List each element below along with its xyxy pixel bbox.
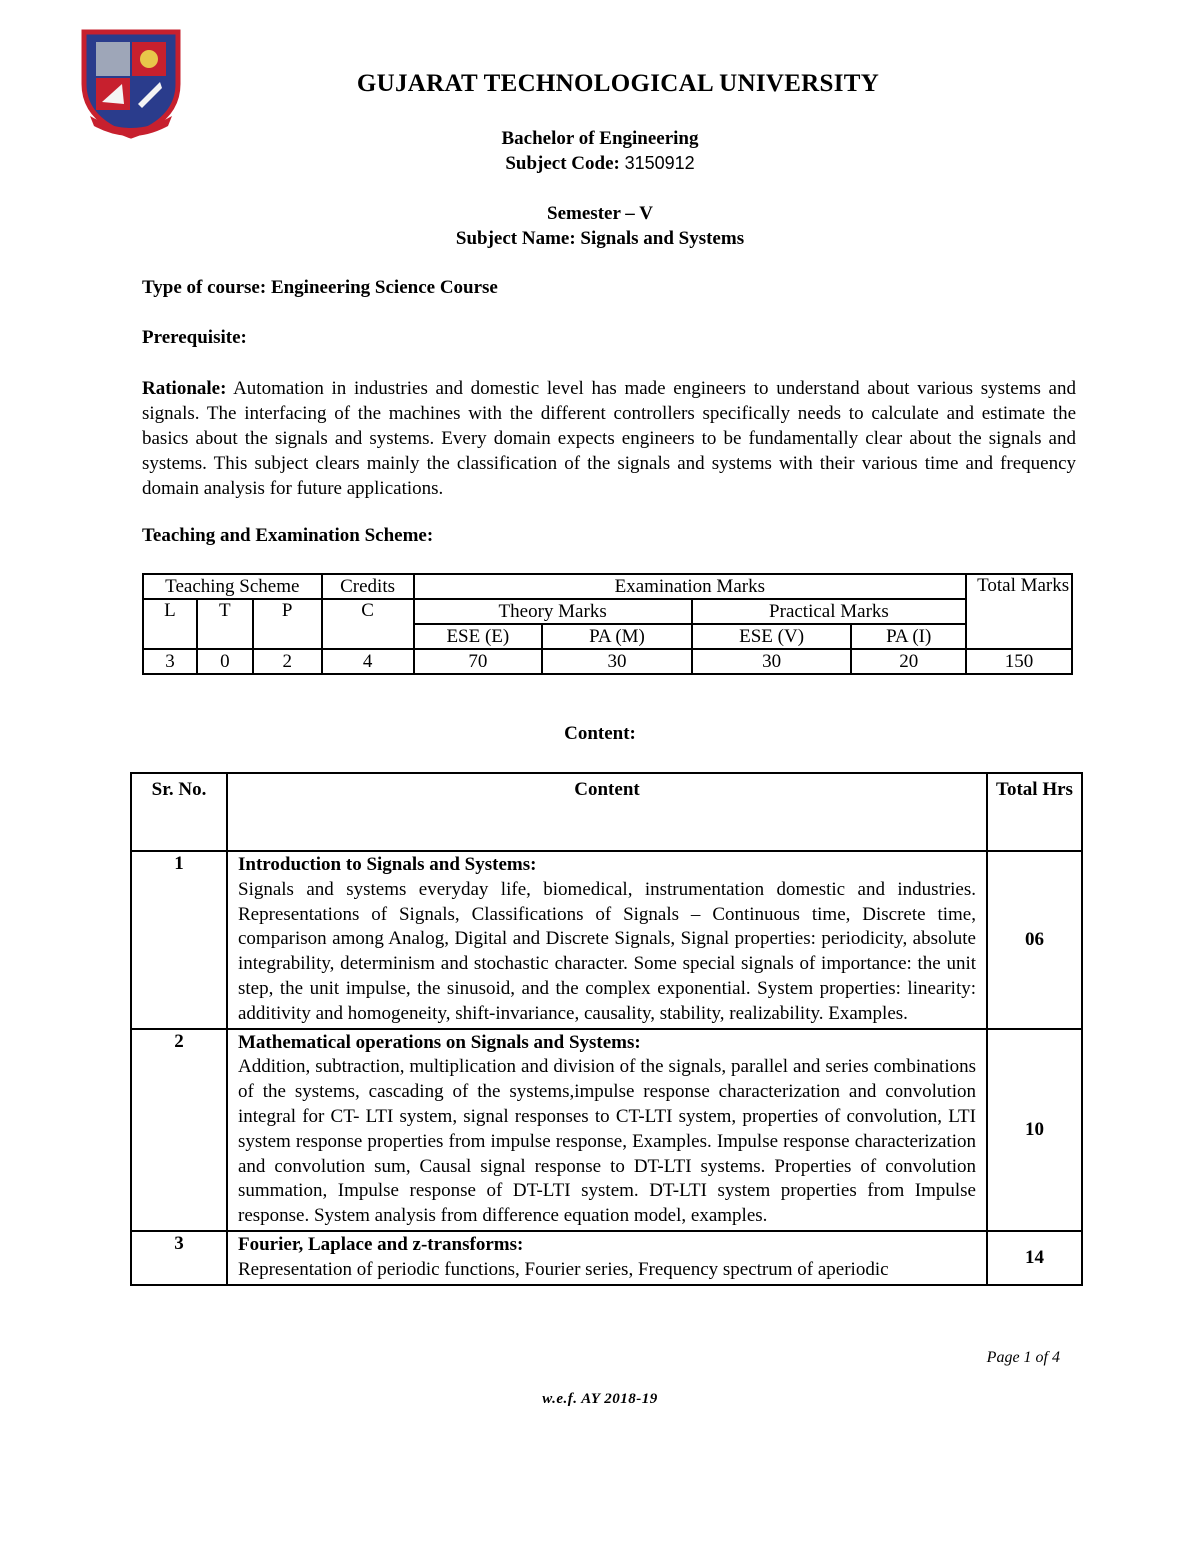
table-row (131, 1029, 1082, 1231)
ese-e-header: ESE (E) (414, 624, 543, 649)
semester: Semester – V (547, 203, 653, 224)
content-table (130, 772, 1083, 1286)
l-value: 3 (143, 649, 197, 674)
wef-note: w.e.f. AY 2018-19 (542, 1391, 658, 1407)
teaching-scheme-header: Teaching Scheme (143, 574, 322, 599)
row-content (227, 1231, 987, 1285)
row-hrs: 06 (987, 851, 1082, 1029)
l-header: L (143, 599, 197, 649)
rationale-text: Automation in industries and domestic level has made engineers to understand about various systems and signals. The interfacing of the machines with the different controllers specifically needs to calculate and estimate the basics about the signals and systems. Every domain expects engineers to be fundamentally clear about the signals and systems. This subject clears mainly the classification of the signals and systems with their various time and frequency domain analysis for future applications. (142, 378, 1076, 499)
pa-i-value: 20 (851, 649, 966, 674)
row-hrs: 10 (987, 1029, 1082, 1231)
university-name: GUJARAT TECHNOLOGICAL UNIVERSITY (356, 70, 880, 97)
scheme-title: Teaching and Examination Scheme: (142, 525, 434, 546)
course-type-label: Type of course: (142, 277, 267, 298)
practical-marks-header: Practical Marks (692, 599, 966, 624)
rationale-paragraph (142, 376, 1076, 501)
subject-code-line (0, 153, 1200, 175)
total-marks-header: Total Marks (966, 574, 1072, 649)
ese-v-value: 30 (692, 649, 852, 674)
ese-v-header: ESE (V) (692, 624, 852, 649)
pa-i-header: PA (I) (851, 624, 966, 649)
examination-marks-header: Examination Marks (414, 574, 967, 599)
total-value: 150 (966, 649, 1072, 674)
subject-code-value: 3150912 (624, 153, 695, 173)
row-sr: 2 (131, 1029, 227, 1231)
subject-name: Subject Name: Signals and Systems (455, 228, 745, 249)
subject-code-label: Subject Code: (505, 153, 620, 174)
course-type-value: Engineering Science Course (270, 277, 498, 298)
teaching-scheme-table (142, 573, 1073, 675)
page-number: Page 1 of 4 (986, 1349, 1060, 1366)
content-header: Content (227, 773, 987, 851)
c-value: 4 (322, 649, 414, 674)
prerequisite-label: Prerequisite: (142, 327, 247, 348)
degree: Bachelor of Engineering (501, 128, 699, 149)
unit-title: Introduction to Signals and Systems: (238, 854, 537, 875)
unit-title: Mathematical operations on Signals and Systems: (238, 1031, 641, 1053)
unit-text: Representation of periodic functions, Fourier series, Frequency spectrum of aperiodic (238, 1258, 889, 1280)
row-sr: 3 (131, 1231, 227, 1285)
unit-title: Fourier, Laplace and z-transforms: (238, 1233, 524, 1255)
row-content (227, 1029, 987, 1231)
credits-header: Credits (322, 574, 414, 599)
row-hrs: 14 (987, 1231, 1082, 1285)
row-content (227, 851, 987, 1029)
content-title: Content: (564, 723, 636, 744)
pa-m-value: 30 (542, 649, 692, 674)
p-header: P (253, 599, 322, 649)
unit-text: Addition, subtraction, multiplication and division of the signals, parallel and series combinations of the systems, cascading of the systems,impulse response characterization and convolution integral for CT- LTI system, signal responses to CT-LTI system, properties of convolution, LTI system response properties from impulse response, Examples. Impulse response characterization and convolution sum, Causal signal response to DT-LTI systems. Properties of convolution summation, Impulse response of DT-LTI system. DT-LTI system properties from Impulse response. System analysis from difference equation model, examples. (238, 1056, 976, 1227)
unit-text: Signals and systems everyday life, biomedical, instrumentation domestic and industries. Representations of Signals, Classifications of Signals – Continuous time, Discrete time, comparison among Analog, Digital and Discrete Signals, Signal properties: periodicity, absolute integrability, determinism and stochastic character. Some special signals of importance: the unit step, the unit impulse, the sinusoid, and the complex exponential. System properties: linearity: additivity and homogeneity, shift-invariance, causality, stability, realizability. Examples. (238, 878, 976, 1024)
table-row (131, 1231, 1082, 1285)
pa-m-header: PA (M) (542, 624, 692, 649)
theory-marks-header: Theory Marks (414, 599, 692, 624)
sr-no-header: Sr. No. (131, 773, 227, 851)
c-header: C (322, 599, 414, 649)
t-value: 0 (197, 649, 253, 674)
p-value: 2 (253, 649, 322, 674)
table-row (131, 851, 1082, 1029)
ese-e-value: 70 (414, 649, 543, 674)
rationale-label: Rationale: (142, 378, 227, 399)
total-hrs-header: Total Hrs (987, 773, 1082, 851)
t-header: T (197, 599, 253, 649)
row-sr: 1 (131, 851, 227, 1029)
course-type (142, 277, 498, 299)
